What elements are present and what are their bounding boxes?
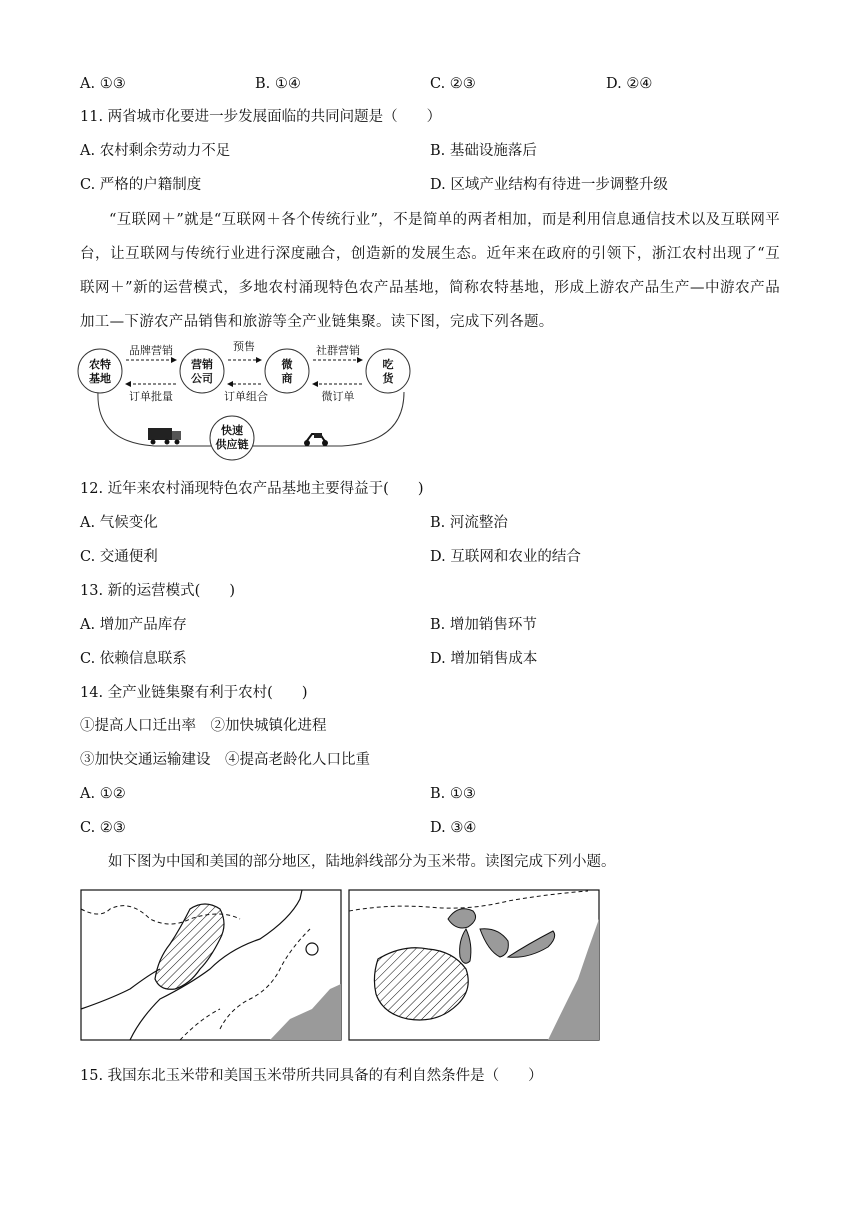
node-wechat-merchant-line1: 微 [281, 358, 293, 371]
node-foodie-line1: 吃 [382, 358, 394, 371]
q14-option-c: C. ②③ [80, 820, 126, 836]
q14-option-d: D. ③④ [430, 820, 477, 836]
q14-statement-2: ③加快交通运输建设 ④提高老龄化人口比重 [80, 752, 370, 768]
q14-stem: 14. 全产业链集聚有利于农村( ) [80, 685, 308, 701]
node-farm-base [78, 349, 122, 393]
q13-option-b: B. 增加销售环节 [430, 617, 537, 633]
node-fast-supply-chain-line1: 快速 [221, 424, 243, 437]
label-micro-orders: 微订单 [321, 390, 355, 403]
q12-option-c: C. 交通便利 [80, 549, 158, 565]
node-marketing-company [180, 349, 224, 393]
q12-stem: 12. 近年来农村涌现特色农产品基地主要得益于( ) [80, 481, 424, 497]
node-foodie [366, 349, 410, 393]
scooter-icon [304, 433, 328, 446]
q13-stem: 13. 新的运营模式( ) [80, 583, 235, 599]
q14-option-b: B. ①③ [430, 786, 476, 802]
q11-option-d: D. 区域产业结构有待进一步调整升级 [430, 177, 668, 193]
q13-option-d: D. 增加销售成本 [430, 651, 538, 667]
q12-option-b: B. 河流整治 [430, 515, 508, 531]
label-order-combination: 订单组合 [224, 390, 268, 403]
q11-option-a: A. 农村剩余劳动力不足 [80, 143, 231, 159]
q12-option-a: A. 气候变化 [80, 515, 158, 531]
supply-chain-diagram [74, 340, 424, 462]
usa-corn-belt-map [348, 889, 600, 1041]
node-marketing-company-line2: 公司 [191, 372, 213, 385]
passage-corn-belt: 如下图为中国和美国的部分地区，陆地斜线部分为玉米带。读图完成下列小题。 [108, 854, 616, 870]
node-fast-supply-chain [210, 416, 254, 460]
node-marketing-company-line1: 营销 [191, 358, 213, 371]
node-farm-base-line2: 基地 [89, 372, 111, 385]
q14-option-a: A. ①② [80, 786, 126, 802]
label-brand-marketing: 品牌营销 [129, 344, 173, 357]
q10-option-d: D. ②④ [606, 76, 653, 92]
label-presale: 预售 [233, 340, 255, 353]
truck-icon [148, 428, 181, 445]
q13-option-a: A. 增加产品库存 [80, 617, 187, 633]
china-corn-belt-map [80, 889, 342, 1041]
node-farm-base-line1: 农特 [89, 358, 111, 371]
q14-statement-1: ①提高人口迁出率 ②加快城镇化进程 [80, 718, 327, 734]
node-foodie-line2: 货 [382, 372, 394, 385]
q11-option-b: B. 基础设施落后 [430, 143, 537, 159]
label-community-marketing: 社群营销 [316, 344, 360, 357]
q10-option-c: C. ②③ [430, 76, 476, 92]
label-bulk-orders: 订单批量 [129, 390, 173, 403]
q13-option-c: C. 依赖信息联系 [80, 651, 187, 667]
q15-stem: 15. 我国东北玉米带和美国玉米带所共同具备的有利自然条件是（ ） [80, 1068, 543, 1084]
passage-internet-plus: “互联网＋”就是“互联网＋各个传统行业”，不是简单的两者相加，而是利用信息通信技术以及互联网平台，让互联网与传统行业进行深度融合，创造新的发展生态。近年来在政府的引领下，浙江农村出现了“互联网＋”新的运营模式，多地农村涌现特色农产品基地，简称农特基地，形成上游农产品生产—中游农产品加工—下游农产品销售和旅游等全产业链集聚。读下图，完成下列各题。 [80, 212, 780, 330]
q12-option-d: D. 互联网和农业的结合 [430, 549, 581, 565]
q10-option-b: B. ①④ [255, 76, 301, 92]
q10-option-a: A. ①③ [80, 76, 126, 92]
node-wechat-merchant-line2: 商 [281, 372, 293, 385]
node-wechat-merchant [265, 349, 309, 393]
q11-stem: 11. 两省城市化要进一步发展面临的共同问题是（ ） [80, 109, 442, 125]
q11-option-c: C. 严格的户籍制度 [80, 177, 202, 193]
node-fast-supply-chain-line2: 供应链 [215, 438, 249, 451]
